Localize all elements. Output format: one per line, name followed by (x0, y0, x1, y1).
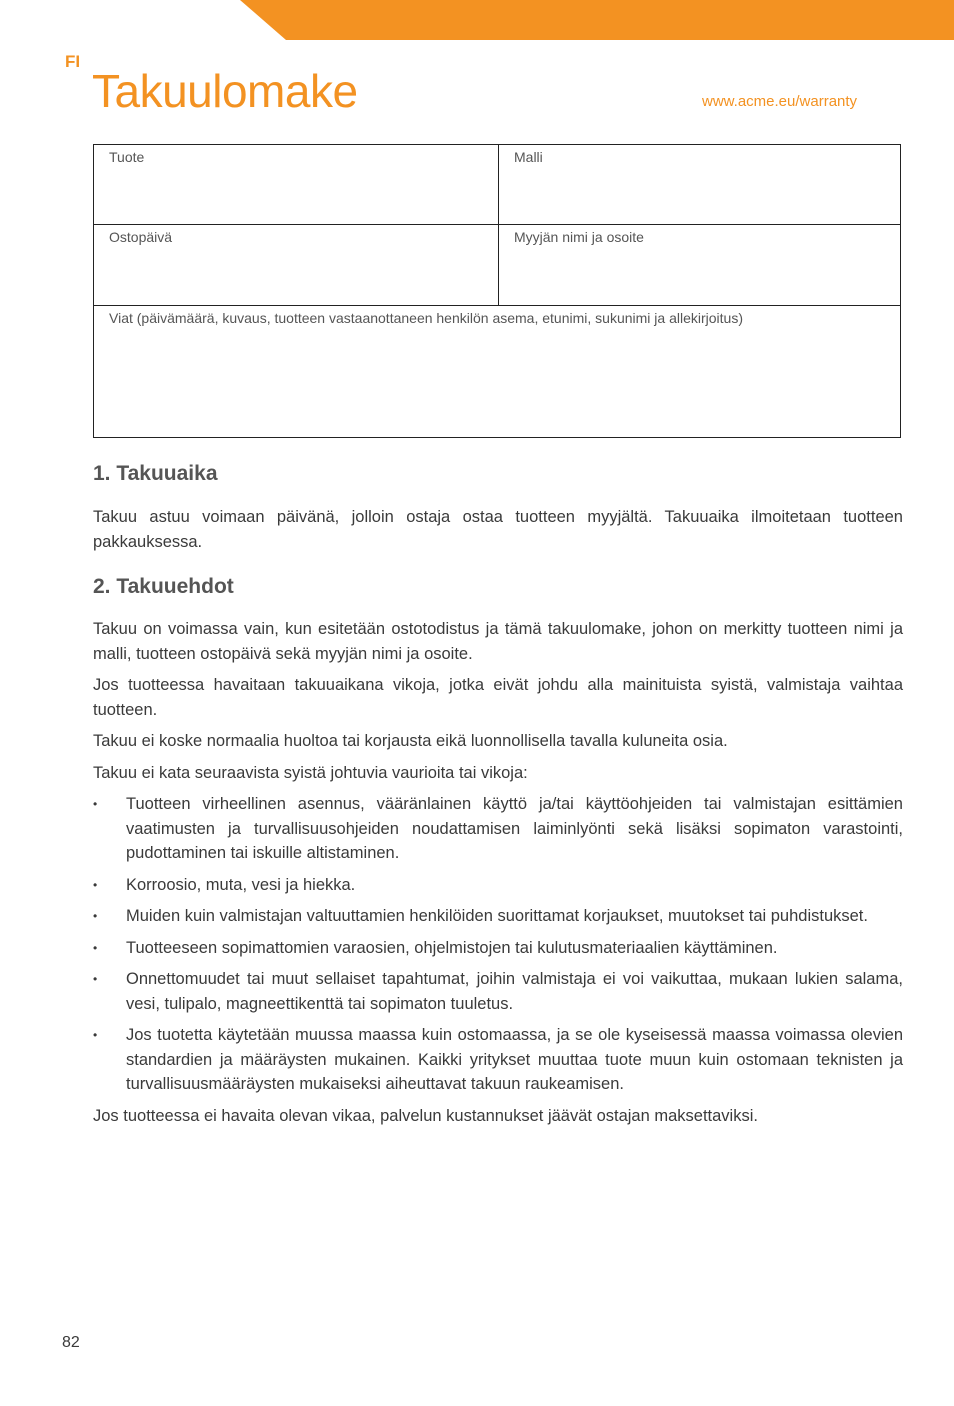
list-item (93, 873, 903, 898)
product-label: Tuote (109, 149, 145, 165)
seller-field[interactable] (499, 225, 900, 306)
list-item (93, 936, 903, 961)
list-item (93, 904, 903, 929)
bullet-icon: • (93, 909, 98, 923)
section-heading-warranty-terms: 2. Takuuehdot (93, 575, 234, 598)
model-label: Malli (514, 149, 543, 165)
section-heading-warranty-period: 1. Takuuaika (93, 462, 218, 485)
page-number: 82 (62, 1334, 80, 1351)
list-item-text: Jos tuotetta käytetään muussa maassa kuin ostomaassa, ja se ole kyseisessä maassa voimassa olevien standardien ja määräysten mukainen. Kaikki yritykset muuttaa tuote muun kuin ostomaan teknisten ja turvallisuusmääräysten mukaiseksi aiheuttavat takuun raukeamisen. (126, 1026, 903, 1093)
list-item-text: Onnettomuudet tai muut sellaiset tapahtumat, joihin valmistaja ei voi vaikuttaa, mukaan lukien salama, vesi, tulipalo, magneettikenttä tai sopimaton tuuletus. (126, 970, 903, 1013)
list-item-text: Korroosio, muta, vesi ja hiekka. (126, 875, 356, 894)
paragraph: Takuu on voimassa vain, kun esitetään ostotodistus ja tämä takuulomake, johon on merkitty tuotteen nimi ja malli, tuotteen ostopäivä sekä myyjän nimi ja osoite. (93, 620, 903, 663)
warranty-terms (93, 462, 903, 1135)
paragraph: Takuu astuu voimaan päivänä, jolloin ostaja ostaa tuotteen myyjältä. Takuuaika ilmoitetaan tuotteen pakkauksessa. (93, 508, 903, 551)
list-item (93, 1023, 903, 1097)
paragraph: Takuu ei koske normaalia huoltoa tai korjausta eikä luonnollisella tavalla kuluneita osia. (93, 732, 728, 750)
warranty-url[interactable]: www.acme.eu/warranty (702, 93, 858, 110)
product-field[interactable] (94, 145, 499, 225)
bullet-icon: • (93, 940, 98, 955)
header-orange-tab (240, 0, 954, 40)
paragraph: Takuu ei kata seuraavista syistä johtuvia vaurioita tai vikoja: (93, 763, 528, 782)
list-item-text: Muiden kuin valmistajan valtuuttamien henkilöiden suorittamat korjaukset, muutokset tai puhdistukset. (126, 907, 868, 925)
defects-field[interactable] (94, 306, 900, 437)
bullet-icon: • (93, 972, 98, 986)
purchase-date-label: Ostopäivä (109, 229, 173, 245)
bullet-icon: • (93, 877, 98, 892)
purchase-date-field[interactable] (94, 225, 499, 306)
paragraph: Jos tuotteessa ei havaita olevan vikaa, palvelun kustannukset jäävät ostajan maksettaviksi. (93, 1106, 758, 1125)
list-item-text: Tuotteeseen sopimattomien varaosien, ohjelmistojen tai kulutusmateriaalien käyttäminen. (126, 938, 778, 957)
model-field[interactable] (499, 145, 900, 225)
bullet-icon: • (93, 797, 98, 811)
list-item (93, 792, 903, 866)
list-item (93, 967, 903, 1016)
seller-label: Myyjän nimi ja osoite (514, 229, 644, 245)
bullet-icon: • (93, 1028, 98, 1042)
page-title: Takuulomake (92, 65, 358, 117)
paragraph: Jos tuotteessa havaitaan takuuaikana vikoja, jotka eivät johdu alla mainituista syistä, valmistaja vaihtaa tuotteen. (93, 676, 903, 719)
warranty-form-table (93, 144, 901, 438)
language-code: FI (65, 52, 81, 71)
defects-label: Viat (päivämäärä, kuvaus, tuotteen vastaanottaneen henkilön asema, etunimi, sukunimi ja allekirjoitus) (109, 310, 743, 326)
list-item-text: Tuotteen virheellinen asennus, vääränlainen käyttö ja/tai käyttöohjeiden tai valmistajan esittämien vaatimusten ja turvallisuusohjeiden noudattamisen laiminlyönti sekä lisäksi sopimaton varastointi, pudottaminen tai iskuille altistaminen. (126, 795, 903, 862)
exclusions-list (93, 792, 903, 1097)
